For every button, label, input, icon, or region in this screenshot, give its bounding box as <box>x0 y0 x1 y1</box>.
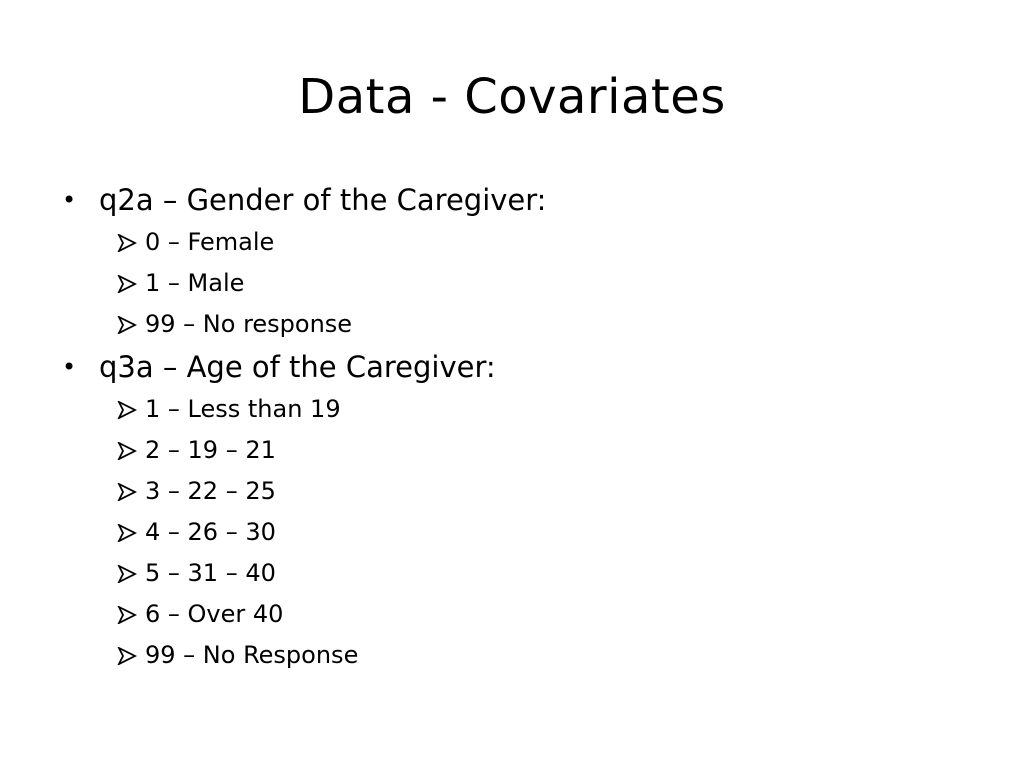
sub-bullet-text: 5 – 31 – 40 <box>145 559 276 587</box>
bullet-text: q3a – Age of the Caregiver: <box>99 350 496 384</box>
sub-bullet-text: 1 – Male <box>145 269 245 297</box>
arrow-bullet-icon <box>117 275 137 293</box>
sub-bullet-text: 99 – No Response <box>145 641 359 669</box>
slide-body <box>62 178 962 676</box>
sub-bullet-item <box>62 222 962 263</box>
sub-bullet-item <box>62 304 962 345</box>
bullet-dot-icon: • <box>62 186 77 214</box>
bullet-group-gender <box>62 178 962 345</box>
sub-bullet-item <box>62 263 962 304</box>
arrow-bullet-icon <box>117 647 137 665</box>
sub-bullet-item <box>62 594 962 635</box>
sub-bullet-text: 0 – Female <box>145 228 275 256</box>
arrow-bullet-icon <box>117 524 137 542</box>
sub-bullet-text: 3 – 22 – 25 <box>145 477 276 505</box>
sub-bullet-text: 99 – No response <box>145 310 353 338</box>
sub-bullet-list <box>62 222 962 345</box>
sub-bullet-item <box>62 430 962 471</box>
bullet-dot-icon: • <box>62 353 77 381</box>
arrow-bullet-icon <box>117 401 137 419</box>
bullet-item <box>62 345 962 389</box>
arrow-bullet-icon <box>117 234 137 252</box>
arrow-bullet-icon <box>117 483 137 501</box>
sub-bullet-text: 1 – Less than 19 <box>145 395 341 423</box>
bullet-text: q2a – Gender of the Caregiver: <box>99 183 547 217</box>
arrow-bullet-icon <box>117 442 137 460</box>
arrow-bullet-icon <box>117 316 137 334</box>
sub-bullet-text: 2 – 19 – 21 <box>145 436 276 464</box>
sub-bullet-item <box>62 553 962 594</box>
arrow-bullet-icon <box>117 565 137 583</box>
slide-title: Data - Covariates <box>298 69 726 125</box>
sub-bullet-item <box>62 635 962 676</box>
sub-bullet-list <box>62 389 962 676</box>
arrow-bullet-icon <box>117 606 137 624</box>
sub-bullet-item <box>62 389 962 430</box>
sub-bullet-item <box>62 471 962 512</box>
sub-bullet-item <box>62 512 962 553</box>
sub-bullet-text: 4 – 26 – 30 <box>145 518 276 546</box>
bullet-item <box>62 178 962 222</box>
bullet-group-age <box>62 345 962 676</box>
sub-bullet-text: 6 – Over 40 <box>145 600 284 628</box>
